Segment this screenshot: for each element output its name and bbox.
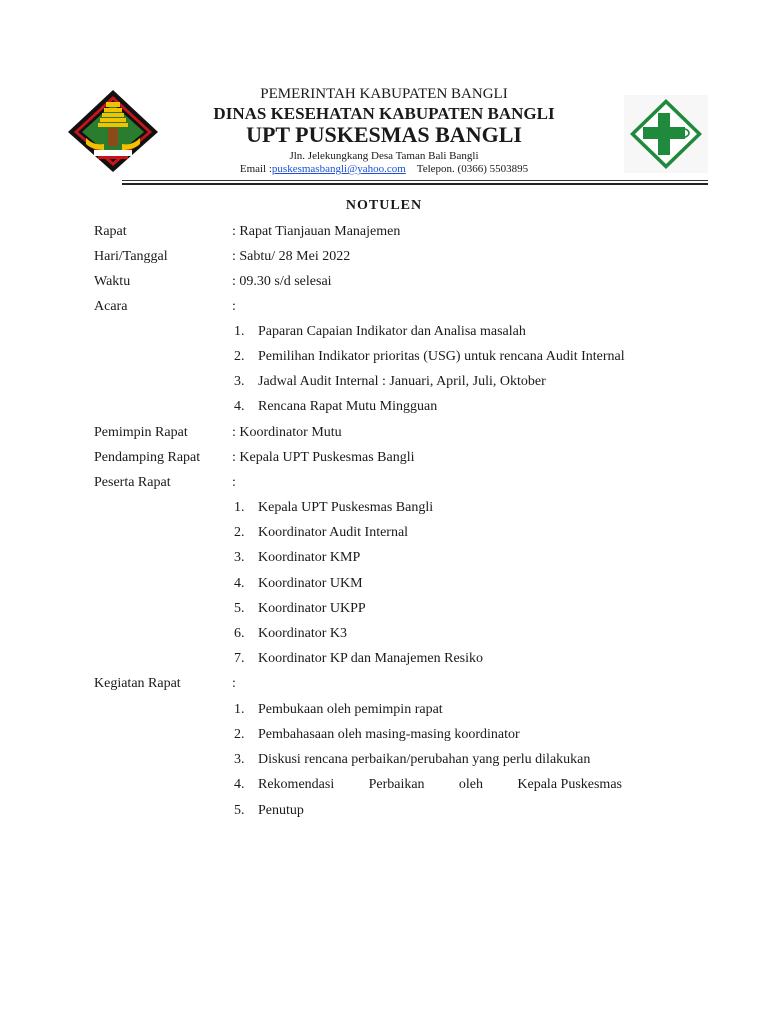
list-item-text: Pembukaan oleh pemimpin rapat: [258, 702, 443, 717]
list-item-text: Jadwal Audit Internal : Januari, April, Juli, Oktober: [258, 374, 546, 389]
list-item-number: 5.: [234, 803, 245, 818]
list-item: [0, 801, 768, 821]
list-item: [0, 775, 768, 795]
field-label: Waktu: [94, 274, 131, 289]
list-item-number: 2.: [234, 525, 245, 540]
field-value: : Koordinator Mutu: [232, 425, 342, 440]
document-title: NOTULEN: [345, 198, 423, 213]
list-item: [0, 725, 768, 745]
list-item-text: Koordinator K3: [258, 626, 348, 641]
field-acara: [0, 297, 768, 317]
list-item-number: 4.: [234, 777, 245, 792]
letterhead-divider-thick: [122, 183, 708, 185]
field-pendamping-rapat: [0, 448, 768, 468]
field-label: Rapat: [94, 224, 127, 239]
list-item-number: 2.: [234, 727, 245, 742]
list-item-number: 3.: [234, 550, 245, 565]
list-item: [0, 574, 768, 594]
list-item-number: 7.: [234, 651, 245, 666]
list-item-number: 3.: [234, 374, 245, 389]
list-item: [0, 372, 768, 392]
list-item-text: Kepala UPT Puskesmas Bangli: [258, 500, 434, 515]
list-item-number: 1.: [234, 702, 245, 717]
field-label: Pendamping Rapat: [94, 450, 201, 465]
list-item-number: 1.: [234, 500, 245, 515]
list-item: [0, 700, 768, 720]
field-rapat: [0, 222, 768, 242]
field-waktu: [0, 272, 768, 292]
list-item-text: Pemilihan Indikator prioritas (USG) untuk rencana Audit Internal: [258, 349, 625, 364]
list-item-text: Paparan Capaian Indikator dan Analisa masalah: [258, 324, 526, 339]
field-kegiatan-rapat: [0, 674, 768, 694]
field-label: Peserta Rapat: [94, 475, 171, 490]
header-address: Jln. Jelekungkang Desa Taman Bali Bangli: [289, 150, 479, 162]
field-value: :: [232, 475, 236, 490]
field-value: : Sabtu/ 28 Mei 2022: [232, 249, 351, 264]
field-label: Hari/Tanggal: [94, 249, 168, 264]
list-item: [0, 750, 768, 770]
field-pemimpin-rapat: [0, 423, 768, 443]
header-department-line: DINAS KESEHATAN KABUPATEN BANGLI: [213, 104, 555, 123]
list-item-number: 6.: [234, 626, 245, 641]
list-item: [0, 649, 768, 669]
phone-number: Telepon. (0366) 5503895: [416, 163, 529, 175]
list-item: [0, 322, 768, 342]
header-contact-line: [0, 163, 768, 175]
list-item-text-justified: [258, 775, 622, 795]
field-value: :: [232, 299, 236, 314]
list-item-text: Koordinator KMP: [258, 550, 361, 565]
list-item: [0, 347, 768, 367]
list-item-text: Koordinator UKM: [258, 576, 363, 591]
list-item-number: 5.: [234, 601, 245, 616]
list-item: [0, 624, 768, 644]
list-item: [0, 523, 768, 543]
field-label: Acara: [94, 299, 128, 314]
list-item-number: 2.: [234, 349, 245, 364]
field-value: : Kepala UPT Puskesmas Bangli: [232, 450, 415, 465]
field-peserta-rapat: [0, 473, 768, 493]
email-label: Email :: [239, 163, 272, 175]
list-item-number: 4.: [234, 576, 245, 591]
list-item-number: 4.: [234, 399, 245, 414]
field-label: Pemimpin Rapat: [94, 425, 188, 440]
list-item-number: 1.: [234, 324, 245, 339]
field-value: : 09.30 s/d selesai: [232, 274, 332, 289]
field-label: Kegiatan Rapat: [94, 676, 181, 691]
list-item-text: Rencana Rapat Mutu Mingguan: [258, 399, 438, 414]
list-item-text: Koordinator Audit Internal: [258, 525, 409, 540]
list-item-text: Koordinator KP dan Manajemen Resiko: [258, 651, 483, 666]
list-item: [0, 599, 768, 619]
justified-word: Kepala Puskesmas: [517, 777, 622, 792]
list-item: [0, 548, 768, 568]
list-item-text: Koordinator UKPP: [258, 601, 366, 616]
field-value: : Rapat Tianjauan Manajemen: [232, 224, 401, 239]
list-item-number: 3.: [234, 752, 245, 767]
header-government-line: PEMERINTAH KABUPATEN BANGLI: [260, 86, 508, 102]
list-item-text: Penutup: [258, 803, 304, 818]
field-value: :: [232, 676, 236, 691]
list-item: [0, 498, 768, 518]
list-item: [0, 397, 768, 417]
field-hari-tanggal: [0, 247, 768, 267]
justified-word: Rekomendasi: [258, 777, 335, 792]
email-link[interactable]: puskesmasbangli@yahoo.com: [271, 163, 406, 175]
header-institution-name: UPT PUSKESMAS BANGLI: [246, 122, 522, 147]
list-item-text: Diskusi rencana perbaikan/perubahan yang perlu dilakukan: [258, 752, 591, 767]
list-item-text: Pembahasaan oleh masing-masing koordinator: [258, 727, 520, 742]
justified-word: Perbaikan: [368, 777, 425, 792]
justified-word: oleh: [458, 777, 484, 792]
letterhead-divider-thin: [122, 180, 708, 181]
